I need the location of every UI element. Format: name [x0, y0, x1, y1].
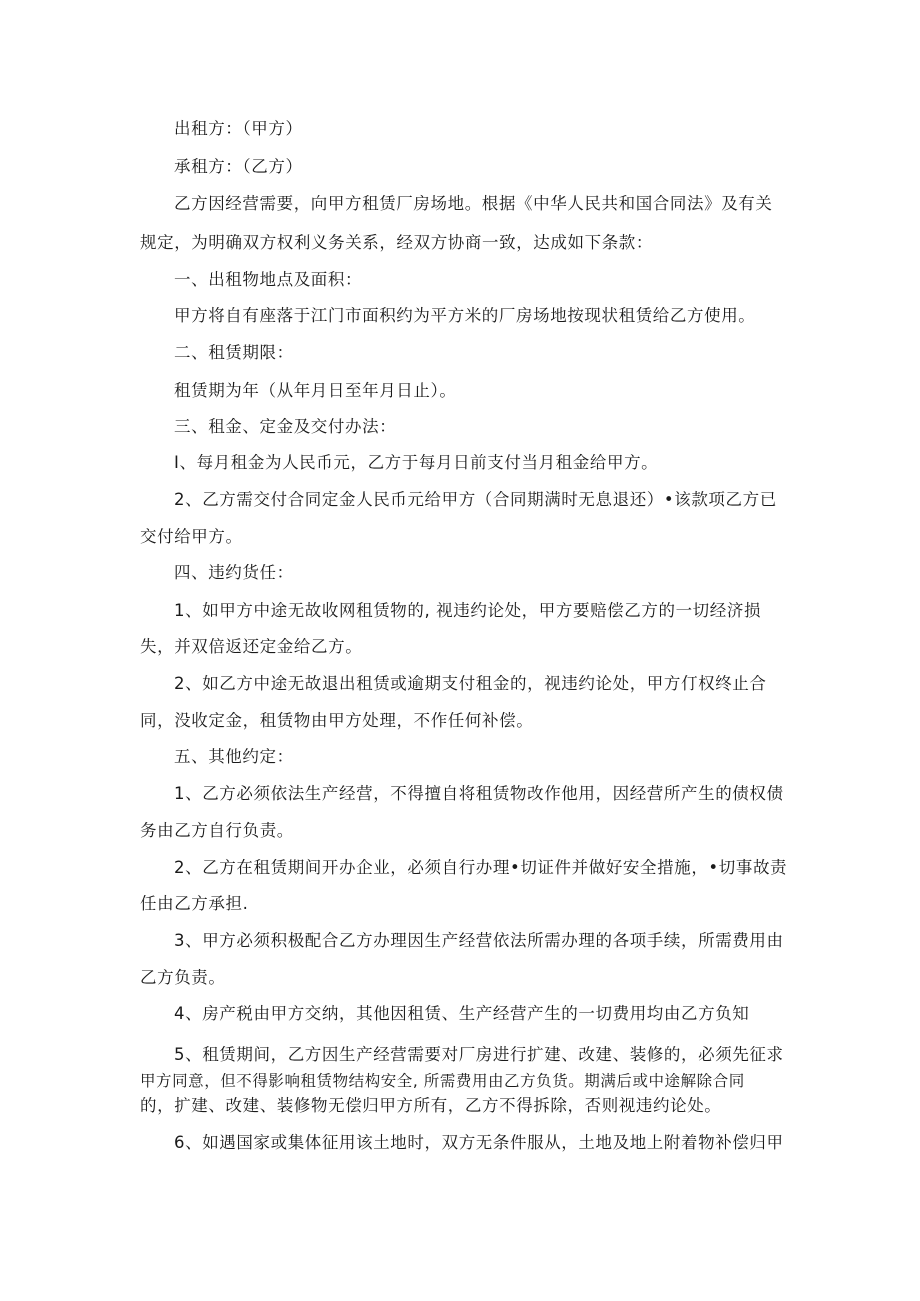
section-2-heading: 二、租赁期限： — [174, 343, 294, 362]
section-5-item-6: 6、如遇国家或集体征用该土地时，双方无条件服从，土地及地上附着物补偿归甲 — [174, 1133, 784, 1152]
section-5-item-5-line-2: 甲方同意，但不得影响租赁物结构安全, 所需费用由乙方负货。期满后或中途解除合同 — [140, 1072, 745, 1090]
section-5-item-5-line-1: 5、租赁期间，乙方因生产经营需要对厂房进行扩建、改建、装修的，必须先征求 — [174, 1045, 784, 1064]
section-5-item-3-line-1: 3、甲方必须积极配合乙方办理因生产经营依法所需办理的各项手续，所需费用由 — [174, 931, 784, 950]
section-5-item-1-line-2: 务由乙方自行负责。 — [140, 821, 294, 840]
section-2-text: 租赁期为年（从年月日至年月日止）。 — [174, 381, 457, 400]
section-5-item-1-line-1: 1、乙方必须依法生产经营，不得擅自将租赁物改作他用，因经营所产生的债权债 — [174, 784, 784, 803]
section-4-item-1-line-2: 失，并双倍返还定金给乙方。 — [140, 637, 363, 656]
section-1-heading: 一、出租物地点及面积： — [174, 270, 363, 289]
section-4-heading: 四、违约货任： — [174, 563, 294, 582]
section-3-item-2-line-2: 交付给甲方。 — [140, 527, 243, 546]
section-4-item-2-line-2: 同，没收定金，租赁物由甲方处理，不作任何补偿。 — [140, 711, 534, 730]
section-3-item-2-line-1: 2、乙方需交付合同定金人民币元给甲方（合同期满时无息退还）•该款项乙方已 — [174, 490, 777, 509]
section-3-item-1: I、每月租金为人民币元，乙方于每月日前支付当月租金给甲方。 — [174, 453, 659, 472]
preamble-line-1: 乙方因经营需要，向甲方租赁厂房场地。根据《中华人民共和国合同法》及有关 — [174, 194, 773, 213]
section-3-heading: 三、租金、定金及交付办法： — [174, 417, 397, 436]
section-4-item-2-line-1: 2、如乙方中途无故退出租赁或逾期支付租金的，视违约论处，甲方仃权终止合 — [174, 674, 767, 693]
section-1-text: 甲方将自有座落于江门市面积约为平方米的厂房场地按现状租赁给乙方使用。 — [174, 306, 756, 325]
lessor-line: 出租方：（甲方） — [174, 119, 303, 138]
section-5-item-3-line-2: 乙方负责。 — [140, 968, 226, 987]
section-5-heading: 五、其他约定： — [174, 747, 294, 766]
section-5-item-2-line-1: 2、乙方在租赁期间开办企业，必须自行办理•切证件并做好安全措施，•切事故责 — [174, 858, 788, 877]
section-5-item-5-line-3: 的，扩建、改建、装修物无偿归甲方所有，乙方不得拆除，否则视违约论处。 — [140, 1096, 722, 1115]
section-5-item-2-line-2: 任由乙方承担. — [140, 894, 249, 913]
lessee-line: 承租方：（乙方） — [174, 157, 303, 176]
section-4-item-1-line-1: 1、如甲方中途无故收网租赁物的, 视违约论处，甲方要赔偿乙方的一切经济损 — [174, 601, 762, 620]
section-5-item-4: 4、房产税由甲方交纳，其他因租赁、生产经营产生的一切费用均由乙方负知 — [174, 1004, 750, 1023]
preamble-line-2: 规定，为明确双方权利义务关系，经双方协商一致，达成如下条款： — [140, 233, 653, 252]
